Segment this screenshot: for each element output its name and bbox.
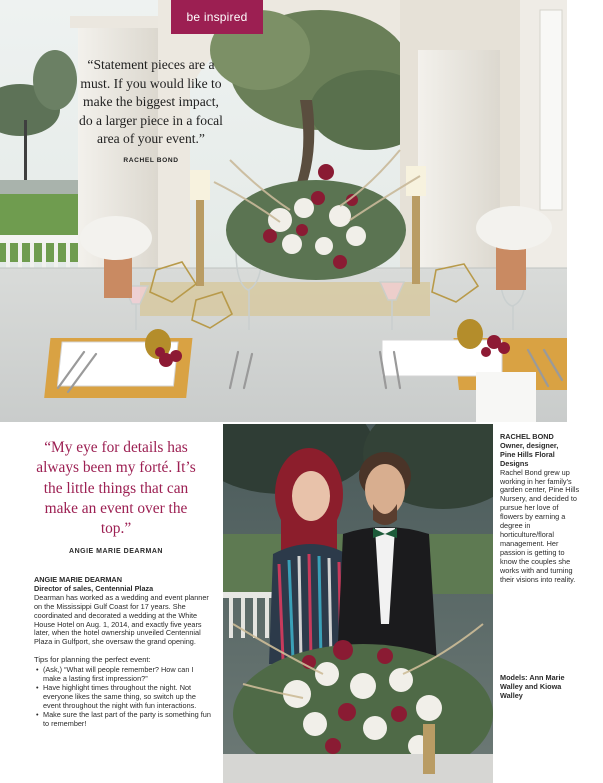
pull-quote-top-text: “Statement pieces are a must. If you would like to make the biggest impact, do a larger piece in a focal area of your event.” [79,57,223,146]
models-credit: Models: Ann Marie Walley and Kiowa Walley [500,673,565,700]
tip-item: • Have highlight times throughout the night. Not everyone likes the same thing, so switch up the event throughout the night with fun interactions. [34,684,212,711]
bio-bond-body: Rachel Bond grew up working in her family’s garden center, Pine Hills Nursery, and decided to pursue her love of flowers by earning a degree in horticulture/floral management. Her passion is getting to know the couples she works with and turning their visions into reality. [500,467,580,584]
bio-bond-company: Pine Hills Floral Designs [500,449,555,468]
bio-bond-role: Owner, designer, [500,440,559,450]
couple-illustration [223,424,493,783]
bio-bond-name: RACHEL BOND [500,432,554,441]
tip-item: • Make sure the last part of the party is something fun to remember! [34,711,212,729]
bio-bond [500,433,580,584]
couple-photo [223,424,493,783]
pull-quote-top [78,56,224,164]
bio-dearman-body: Dearman has worked as a wedding and event planner on the Mississippi Gulf Coast for 17 years. She coordinated and decorated a wedding at the White House Hotel on Aug. 1, 2014, and exactly five years later, when the hotel ownership unveiled Centennial Plaza in Gulfport, she oversaw the grand opening. [34,592,209,647]
bio-dearman-role: Director of sales, Centennial Plaza [34,583,154,593]
tip-item: • (Ask,) “What will people remember? How can I make a lasting first impression?” [34,666,212,684]
bio-dearman [34,576,212,729]
pull-quote-left-text: “My eye for details has always been my forté. It’s the little things that can make an event over the top.” [36,439,196,538]
pull-quote-left-attribution: ANGIE MARIE DEARMAN [69,548,163,556]
tips-heading: Tips for planning the perfect event: [34,655,151,665]
bio-dearman-name: ANGIE MARIE DEARMAN [34,575,122,584]
pull-quote-top-attribution: RACHEL BOND [123,156,179,164]
section-tag: be inspired [171,0,263,34]
tips-list [34,666,212,728]
pull-quote-left [30,438,202,555]
